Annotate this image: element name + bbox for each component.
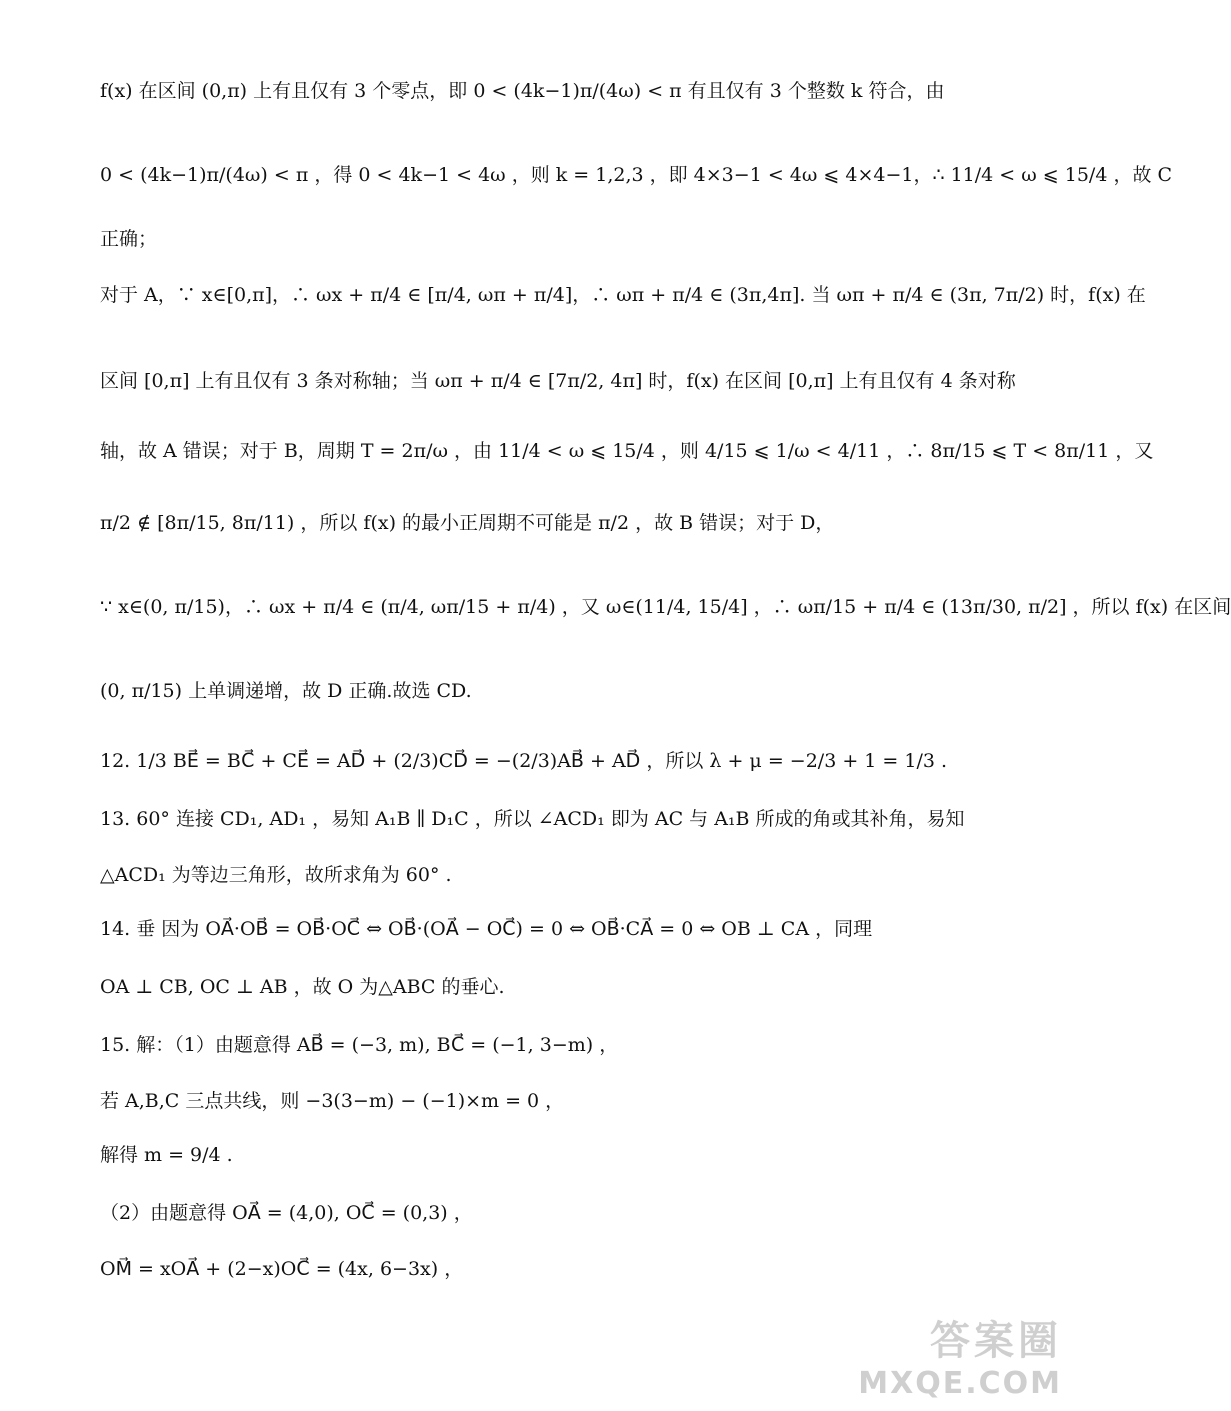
answer-15-part2: （2）由题意得 OA⃗ = (4,0), OC⃗ = (0,3) ， <box>100 1202 473 1224</box>
answer-13-cont: △ACD₁ 为等边三角形，故所求角为 60° . <box>100 864 452 886</box>
text-line-2: 0 < (4k−1)π/(4ω) < π ，得 0 < 4k−1 < 4ω ，则 k = 1,2,3 ，即 4×3−1 < 4ω ⩽ 4×4−1，∴ 11/4 < ω ⩽ 15/4 ，故 C <box>100 164 1173 186</box>
text-line-7: π/2 ∉ [8π/15, 8π/11) ，所以 f(x) 的最小正周期不可能是 π/2 ，故 B 错误；对于 D， <box>100 512 835 534</box>
answer-15-solve: 解得 m = 9/4 . <box>100 1144 233 1166</box>
watermark-title: 答案圈 <box>930 1318 1062 1364</box>
answer-14-cont: OA ⊥ CB, OC ⊥ AB ，故 O 为△ABC 的垂心. <box>100 976 505 998</box>
answer-15-part1: 15. 解：（1）由题意得 AB⃗ = (−3, m), BC⃗ = (−1, 3−m) ， <box>100 1034 619 1056</box>
answer-15-om: OM⃗ = xOA⃗ + (2−x)OC⃗ = (4x, 6−3x) ， <box>100 1258 464 1280</box>
text-line-4: 对于 A，∵ x∈[0,π]，∴ ωx + π/4 ∈ [π/4, ωπ + π/4]，∴ ωπ + π/4 ∈ (3π,4π]. 当 ωπ + π/4 ∈ (3π, 7π/2) 时，f(x) 在 <box>100 284 1146 306</box>
answer-12: 12. 1/3 BE⃗ = BC⃗ + CE⃗ = AD⃗ + (2/3)CD⃗ = −(2/3)AB⃗ + AD⃗ ，所以 λ + μ = −2/3 + 1 = 1/3 . <box>100 750 948 772</box>
watermark-logo <box>858 1309 1062 1401</box>
text-line-6: 轴，故 A 错误；对于 B，周期 T = 2π/ω ，由 11/4 < ω ⩽ 15/4 ，则 4/15 ⩽ 1/ω < 4/11 ，∴ 8π/15 ⩽ T < 8π/11 ，又 <box>100 440 1154 462</box>
text-line-1: f(x) 在区间 (0,π) 上有且仅有 3 个零点，即 0 < (4k−1)π/(4ω) < π 有且仅有 3 个整数 k 符合，由 <box>100 80 945 102</box>
text-line-3: 正确； <box>100 228 158 250</box>
answer-13: 13. 60° 连接 CD₁, AD₁ ，易知 A₁B ∥ D₁C ，所以 ∠ACD₁ 即为 AC 与 A₁B 所成的角或其补角，易知 <box>100 808 965 830</box>
answer-14: 14. 垂 因为 OA⃗·OB⃗ = OB⃗·OC⃗ ⇔ OB⃗·(OA⃗ − OC⃗) = 0 ⇔ OB⃗·CA⃗ = 0 ⇔ OB ⊥ CA ，同理 <box>100 918 873 940</box>
answer-15-collinear: 若 A,B,C 三点共线，则 −3(3−m) − (−1)×m = 0 ， <box>100 1090 565 1112</box>
text-line-5: 区间 [0,π] 上有且仅有 3 条对称轴；当 ωπ + π/4 ∈ [7π/2, 4π] 时，f(x) 在区间 [0,π] 上有且仅有 4 条对称 <box>100 370 1016 392</box>
text-line-8: ∵ x∈(0, π/15)，∴ ωx + π/4 ∈ (π/4, ωπ/15 + π/4) ，又 ω∈(11/4, 15/4] ，∴ ωπ/15 + π/4 ∈ (13π/30, π/2] ，所以 f(x) 在区间 <box>100 596 1231 618</box>
text-line-9: (0, π/15) 上单调递增，故 D 正确.故选 CD. <box>100 680 472 702</box>
watermark-url: MXQE.COM <box>858 1366 1062 1401</box>
